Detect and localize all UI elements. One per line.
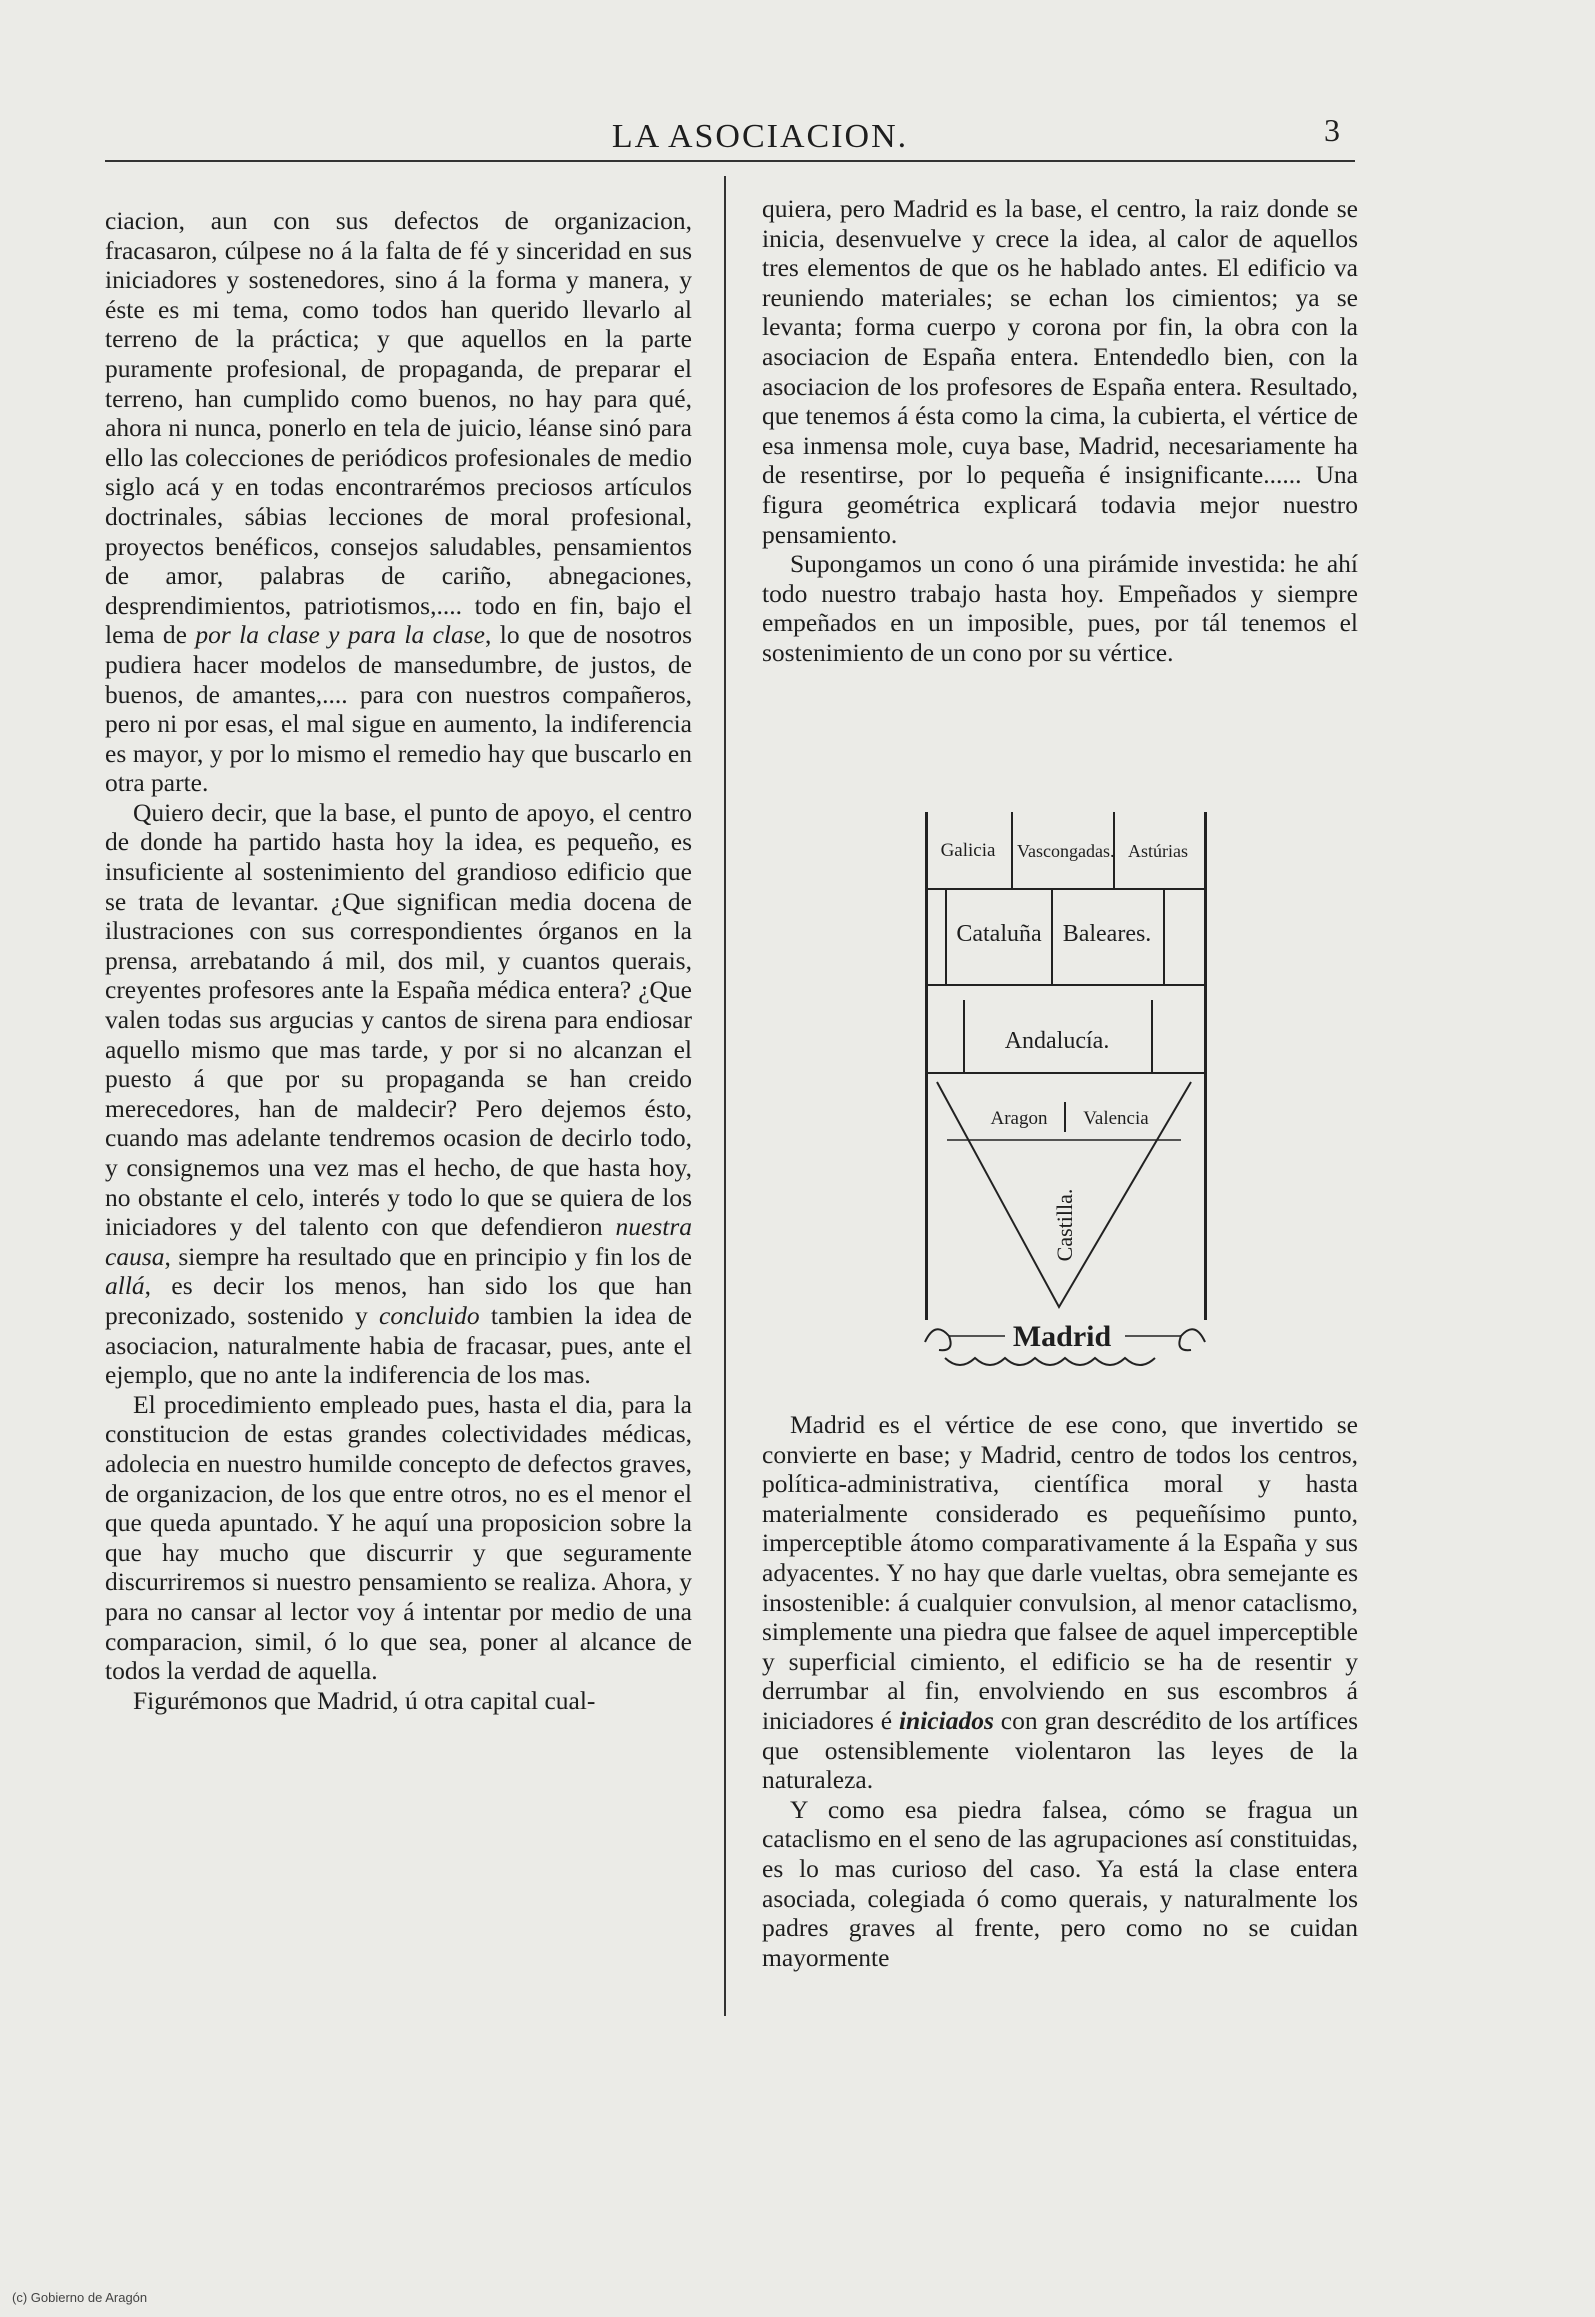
text-run: Madrid es el vértice de ese cono, que invertido se convierte en base; y Madrid, centro de todos los centros, política-administrativa, científica moral y hasta materialmente considerado es pequeñísimo punto, imperceptible átomo comparativamente á la España y sus adyacentes. Y no hay que darle vueltas, obra semejante es insostenible: á cualquier convulsion, al menor cataclismo, simplemente una piedra que falsee de aquel imperceptible y superficial cimiento, el edificio se ha de resentir y derrumbar al fin, envolviendo en sus escombros á iniciadores é [762,1410,1358,1735]
paragraph [105,206,692,798]
text-run: ciacion, aun con sus defectos de organizacion, fracasaron, cúlpese no á la falta de fé y sinceridad en sus iniciadores y sostenedores, sino á la forma y manera, y éste es mi tema, como todos han querido llevarlo al terreno de la práctica; y que aquellos en la parte puramente profesional, de propaganda, de preparar el terreno, han cumplido como buenos, no hay para qué, ahora ni nunca, ponerlo en tela de juicio, léanse sinó para ello las colecciones de periódicos profesionales de medio siglo acá y en todas encontrarémos preciosos artículos doctrinales, sábias lecciones de moral profesional, proyectos benéficos, consejos saludables, pensamientos de amor, palabras de cariño, abnegaciones, desprendimientos, patriotismos,.... todo en fin, bajo el lema de [105,206,692,650]
region-asturias: Astúrias [1128,841,1188,861]
paragraph [105,798,692,1390]
paragraph: Y como esa piedra falsea, cómo se fragua un cataclismo en el seno de las agrupaciones así constituidas, es lo mas curioso del caso. Ya está la clase entera asociada, colegiada ó como querais, y naturalmente los padres graves al frente, pero como no se cuidan mayormente [762,1794,1358,1972]
paragraph: El procedimiento empleado pues, hasta el dia, para la constitucion de estas grandes colectividades médicas, adolecia en nuestro humilde concepto de defectos graves, de organizacion, de los que entre otros, no es el menor el que queda apuntado. Y he aquí una proposicion sobre la que hay mucho que discurrir y que seguramente discurriremos si nuestro pensamiento se realiza. Ahora, y para no cansar al lector voy á intentar por medio de una comparacion, simil, ó lo que sea, poner al alcance de todos la verdad de aquella. [105,1389,692,1686]
italic-phrase: allá [105,1271,145,1301]
text-run: , lo que de nosotros pudiera hacer modelos de mansedumbre, de justos, de buenos, de amantes,.... para con nuestros compañeros, pero ni por esas, el mal sigue en aumento, la indiferencia es mayor, y por lo mismo el remedio hay que buscarlo en otra parte. [105,620,692,798]
page-number: 3 [1324,112,1340,148]
italic-phrase: concluido [379,1300,480,1330]
text-run: Quiero decir, que la base, el punto de apoyo, el centro de donde ha partido hasta hoy la idea, es pequeño, es insuficiente al sostenimiento del grandioso edificio que se trata de levantar. ¿Que significan media docena de ilustraciones con sus correspondientes órganos en la prensa, arrebatando á mil, dos mil, y cuantos querais, creyentes profesores ante la España médica entera? ¿Que valen todas sus argucias y cantos de sirena para endiosar aquello mismo que mas tarde, y por si no alcanzan el puesto á que por su propaganda se han creido merecedores, han de maldecir? Pero dejemos ésto, cuando mas adelante tendremos ocasion de decirlo todo, y consignemos una vez mas el hecho, de que hasta hoy, no obstante el celo, interés y todo lo que se quiera de los iniciadores y del talento con que defendieron [105,797,692,1242]
region-baleares: Baleares. [1062,921,1152,947]
paragraph: Supongamos un cono ó una pirámide investida: he ahí todo nuestro trabajo hasta hoy. Empeñados y siempre empeñados en un imposible, pues, por tál tenemos el sostenimiento de un cono por su vértice. [762,549,1358,667]
text-run: con gran descrédito de los artífices que ostensiblemente violentaron las leyes de la naturaleza. [762,1705,1358,1795]
region-castilla: Castilla. [1052,1188,1077,1262]
italic-phrase: nuestra causa [105,1212,693,1271]
copyright-notice: (c) Gobierno de Aragón [12,2290,148,2305]
cone-diagram [905,802,1225,1402]
region-andalucia: Andalucía. [1004,1028,1110,1054]
region-galicia: Galicia [940,840,996,861]
scroll-ornament [905,802,1225,1402]
text-run: tambien la idea de asociacion, naturalmente habia de fracasar, pues, ante el ejemplo, que no ante la indiferencia de los mas. [105,1300,692,1390]
italic-phrase: iniciados [898,1705,994,1735]
region-madrid: Madrid [1012,1320,1112,1353]
paragraph: quiera, pero Madrid es la base, el centro, la raiz donde se inicia, desenvuelve y crece la idea, al calor de aquellos tres elementos de que os he hablado antes. El edificio va reuniendo materiales; se echan los cimientos; ya se levanta; forma cuerpo y corona por fin, la obra con la asociacion de España entera. Entendedlo bien, con la asociacion de los profesores de España entera. Resultado, que tenemos á ésta como la cima, la cubierta, el vértice de esa inmensa mole, cuya base, Madrid, necesariamente ha de resentirse, por lo pequeña é insignificante...... Una figura geométrica explicará todavia mejor nuestro pensamiento. [762,194,1358,549]
region-cataluna: Cataluña [956,921,1042,947]
region-aragon: Aragon [990,1108,1048,1129]
paragraph: Figurémonos que Madrid, ú otra capital cual- [133,1685,596,1715]
text-run: , siempre ha resultado que en principio y fin los de [164,1241,692,1271]
header-rule [105,160,1355,162]
left-column [105,206,692,1715]
right-column-top [762,194,1358,668]
paragraph [762,1410,1358,1795]
region-valencia: Valencia [1083,1108,1149,1129]
text-run: , es decir los menos, han sido los que han preconizado, sostenido y [105,1271,692,1330]
right-column-bottom [762,1410,1358,1972]
region-vascongadas: Vascongadas. [1017,841,1115,861]
italic-motto: por la clase y para la clase [195,620,485,650]
page-header-title: LA ASOCIACION. [611,118,909,155]
column-divider [724,176,726,2016]
